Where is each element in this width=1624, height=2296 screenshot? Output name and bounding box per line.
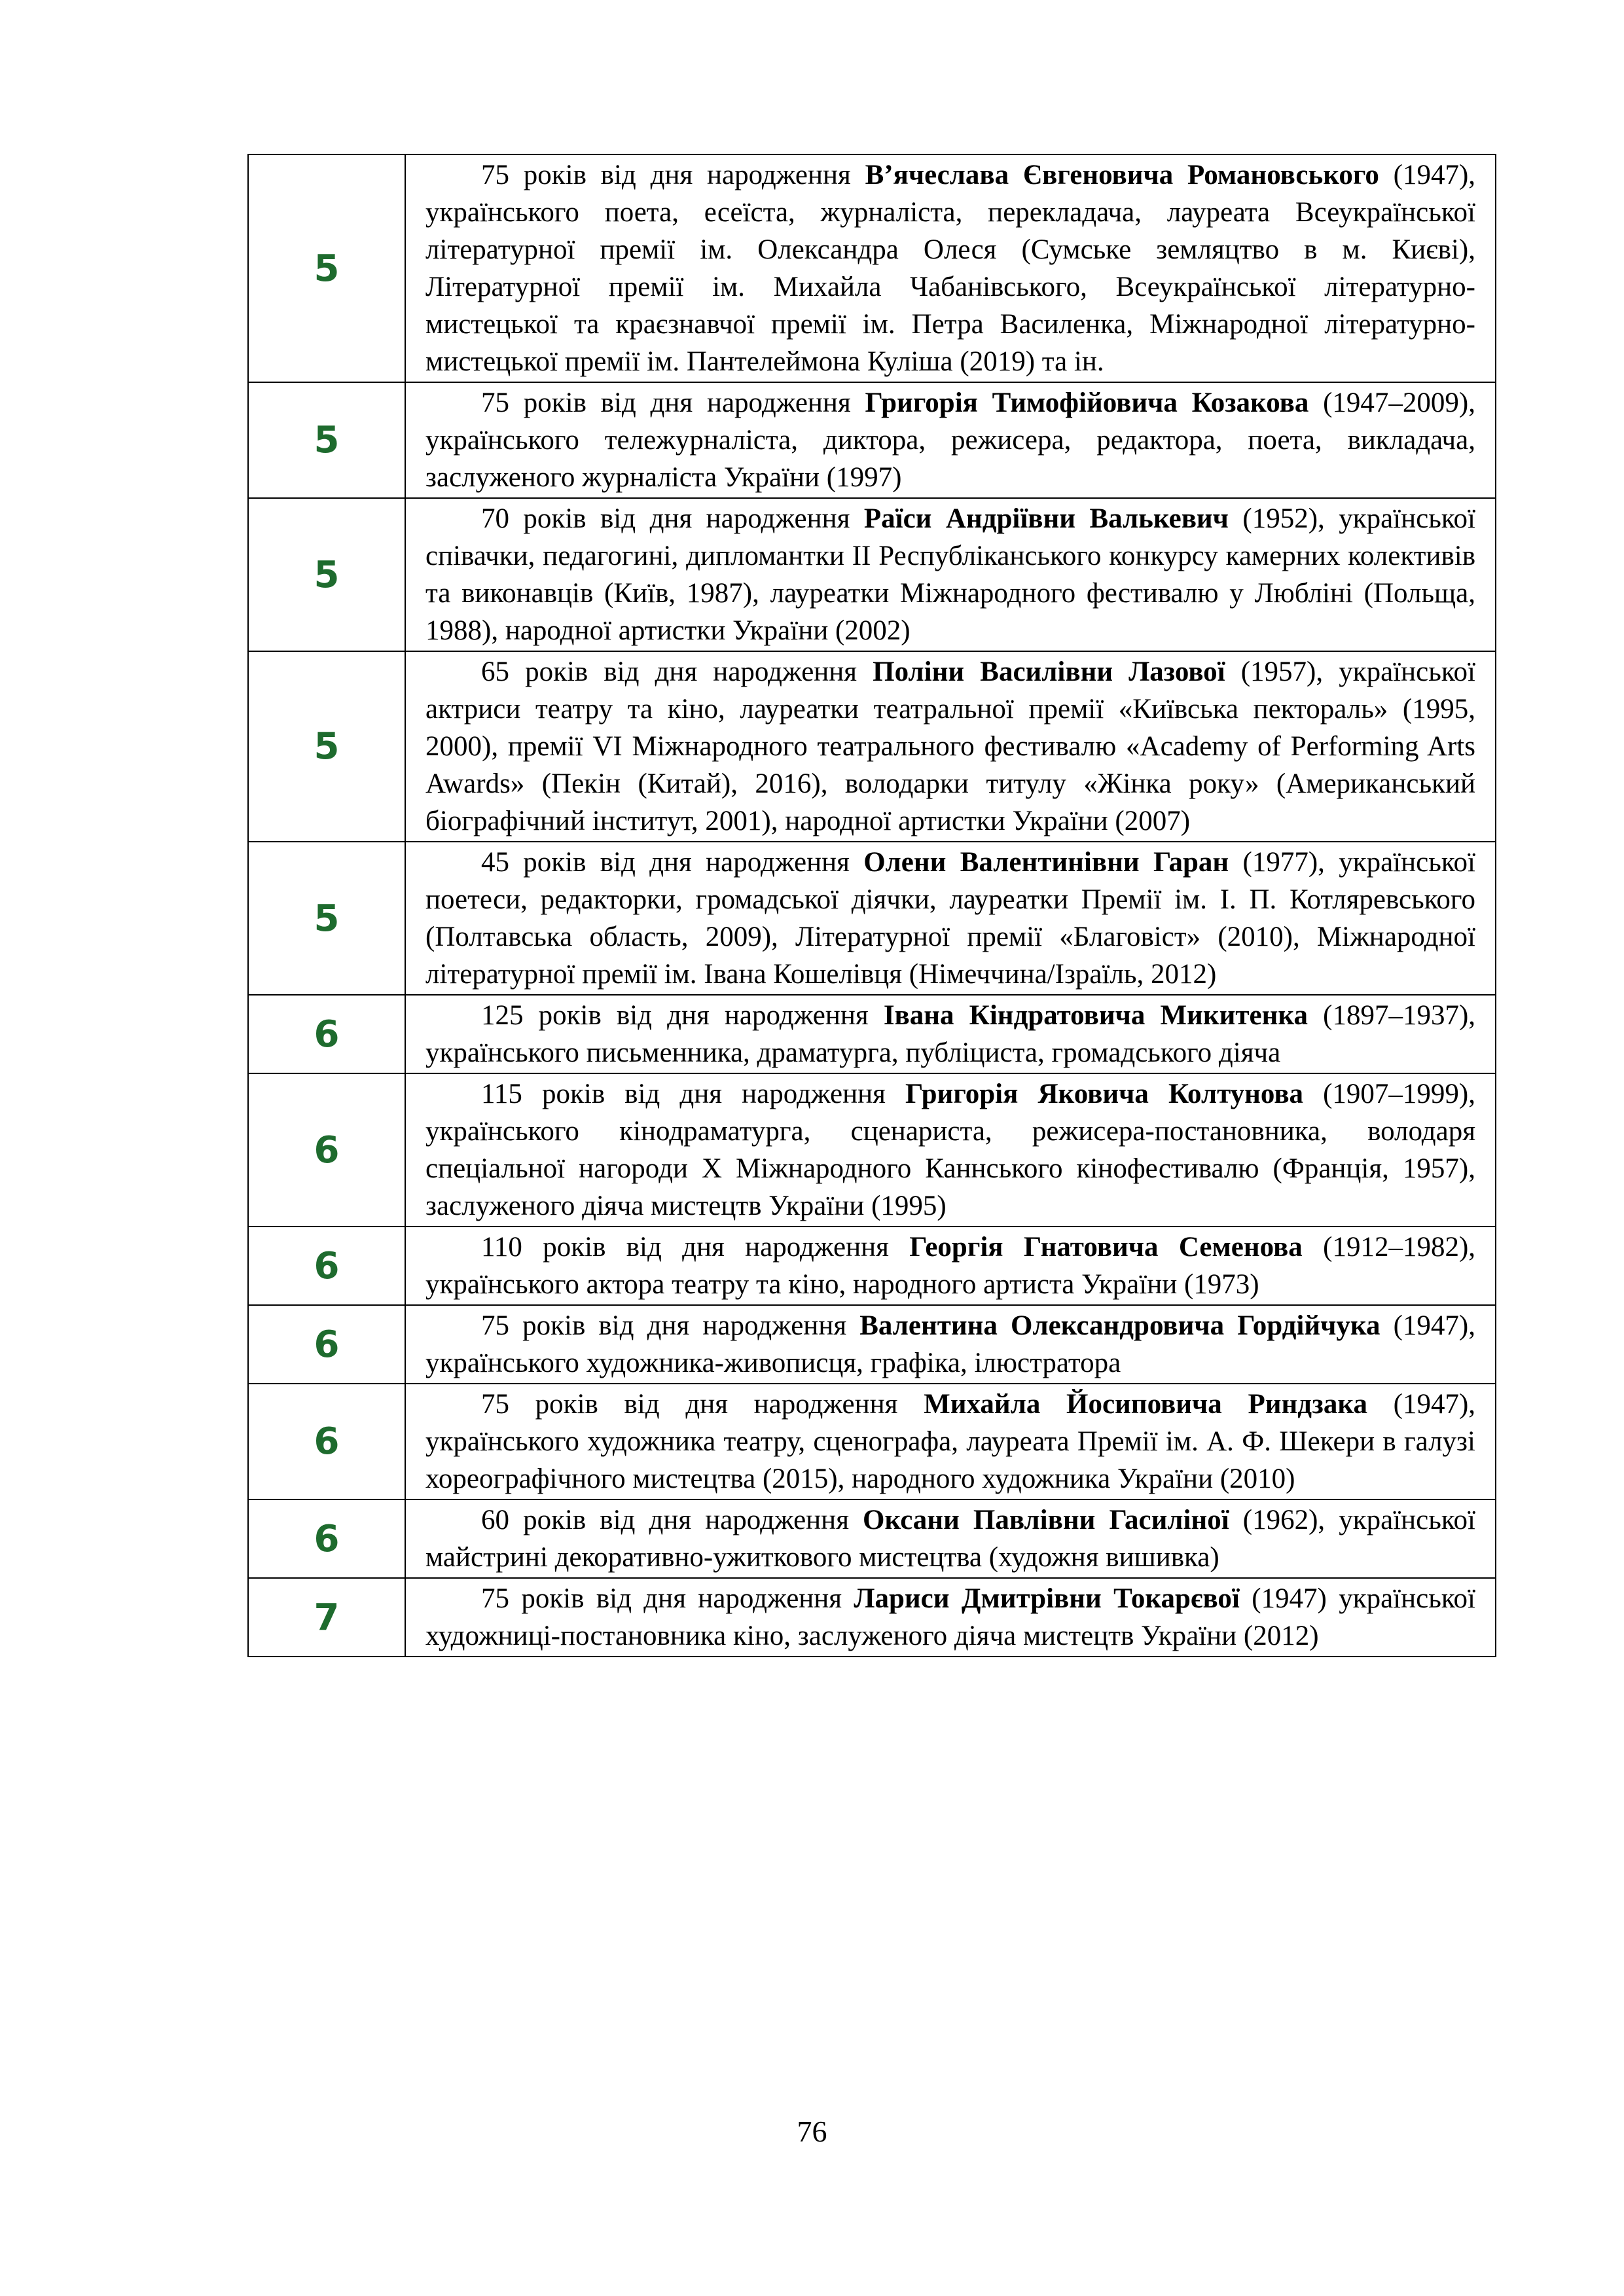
day-cell: 5: [248, 842, 405, 995]
table-row: [248, 651, 1496, 842]
anniversary-intro: 45 років від дня народження: [481, 847, 864, 878]
description-cell: [405, 1305, 1496, 1384]
day-cell: 5: [248, 498, 405, 651]
person-name: Олени Валентинівни Гаран: [863, 847, 1229, 878]
table-row: [248, 1578, 1496, 1657]
table-row: [248, 1384, 1496, 1499]
day-cell: 7: [248, 1578, 405, 1657]
anniversary-intro: 75 років від дня народження: [481, 387, 865, 418]
person-details: (1962), української майстрині декоративно-ужиткового мистецтва (художня вишивка): [425, 1505, 1475, 1573]
day-cell: 6: [248, 1384, 405, 1499]
page-number: 76: [797, 2115, 827, 2148]
person-details: (1907–1999), українського кінодраматурга, сценариста, режисера-постановника, володаря спеціальної нагороди Х Міжнародного Каннського кінофестивалю (Франція, 1957), заслуженого діяча мистецтв України (1995): [425, 1079, 1476, 1221]
person-name: Лариси Дмитрівни Токарєвої: [854, 1583, 1240, 1614]
person-name: Раїси Андріївни Валькевич: [863, 503, 1229, 534]
description-cell: [405, 1073, 1496, 1227]
anniversary-intro: 115 років від дня народження: [481, 1079, 905, 1109]
table-row: [248, 382, 1496, 498]
anniversary-intro: 60 років від дня народження: [481, 1505, 863, 1535]
anniversary-intro: 75 років від дня народження: [481, 1583, 854, 1614]
description-cell: [405, 1227, 1496, 1305]
anniversary-table: [247, 154, 1496, 1657]
description-cell: [405, 498, 1496, 651]
description-cell: [405, 651, 1496, 842]
person-details: (1977), української поетеси, редакторки, громадської діячки, лауреатки Премії ім. І. П. Котляревського (Полтавська область, 2009), Літературної премії «Благовіст» (2010), Міжнародної літературної премії ім. Івана Кошелівця (Німеччина/Ізраїль, 2012): [425, 847, 1475, 990]
table-row: [248, 995, 1496, 1073]
person-name: Поліни Василівни Лазової: [873, 656, 1225, 687]
person-name: Георгія Гнатовича Семенова: [909, 1232, 1303, 1263]
table-row: [248, 498, 1496, 651]
person-details: (1947) української художниці-постановника кіно, заслуженого діяча мистецтв України (2012): [425, 1583, 1475, 1651]
person-details: (1952), української співачки, педагогині, дипломантки ІІ Республіканського конкурсу камерних колективів та виконавців (Київ, 1987), лауреатки Міжнародного фестивалю у Любліні (Польща, 1988), народної артистки України (2002): [425, 503, 1475, 646]
person-name: В’ячеслава Євгеновича Романовського: [865, 160, 1379, 190]
person-name: Григорія Яковича Колтунова: [905, 1079, 1304, 1109]
table-row: [248, 1305, 1496, 1384]
anniversary-table-body: [248, 154, 1496, 1657]
person-details: (1947), українського поета, есеїста, журналіста, перекладача, лауреата Всеукраїнської літературної премії ім. Олександра Олеся (Сумське земляцтво в м. Києві), Літературної премії ім. Михайла Чабанівського, Всеукраїнської літературно-мистецької та краєзнавчої премії ім. Петра Василенка, Міжнародної літературно-мистецької премії ім. Пантелеймона Куліша (2019) та ін.: [425, 160, 1476, 377]
day-cell: 6: [248, 1227, 405, 1305]
person-details: (1947–2009), українського тележурналіста, диктора, режисера, редактора, поета, викладача, заслуженого журналіста України (1997): [425, 387, 1476, 493]
person-details: (1912–1982), українського актора театру та кіно, народного артиста України (1973): [425, 1232, 1476, 1300]
day-cell: 5: [248, 154, 405, 382]
anniversary-intro: 75 років від дня народження: [481, 160, 865, 190]
anniversary-intro: 75 років від дня народження: [481, 1310, 860, 1341]
table-row: [248, 1227, 1496, 1305]
table-row: [248, 1499, 1496, 1578]
description-cell: [405, 1578, 1496, 1657]
description-cell: [405, 1499, 1496, 1578]
day-cell: 5: [248, 651, 405, 842]
anniversary-intro: 70 років від дня народження: [481, 503, 864, 534]
day-cell: 5: [248, 382, 405, 498]
person-name: Оксани Павлівни Гасиліної: [863, 1505, 1229, 1535]
description-cell: [405, 154, 1496, 382]
day-cell: 6: [248, 1073, 405, 1227]
table-row: [248, 842, 1496, 995]
person-name: Валентина Олександровича Гордійчука: [859, 1310, 1380, 1341]
anniversary-intro: 125 років від дня народження: [481, 1000, 884, 1031]
day-cell: 6: [248, 1305, 405, 1384]
table-row: [248, 154, 1496, 382]
person-name: Михайла Йосиповича Риндзака: [924, 1389, 1367, 1420]
person-details: (1897–1937), українського письменника, драматурга, публіциста, громадського діяча: [425, 1000, 1476, 1068]
person-details: (1947), українського художника театру, сценографа, лауреата Премії ім. А. Ф. Шекери в галузі хореографічного мистецтва (2015), народного художника України (2010): [425, 1389, 1476, 1494]
table-row: [248, 1073, 1496, 1227]
day-cell: 6: [248, 995, 405, 1073]
description-cell: [405, 1384, 1496, 1499]
person-details: (1947), українського художника-живописця, графіка, ілюстратора: [425, 1310, 1476, 1378]
description-cell: [405, 842, 1496, 995]
description-cell: [405, 382, 1496, 498]
anniversary-intro: 110 років від дня народження: [481, 1232, 910, 1263]
anniversary-intro: 65 років від дня народження: [481, 656, 873, 687]
description-cell: [405, 995, 1496, 1073]
person-name: Івана Кіндратовича Микитенка: [883, 1000, 1308, 1031]
person-details: (1957), української актриси театру та кіно, лауреатки театральної премії «Київська пектораль» (1995, 2000), премії VI Міжнародного театрального фестивалю «Academy of Performing Arts Awards» (Пекін (Китай), 2016), володарки титулу «Жінка року» (Американський біографічний інститут, 2001), народної артистки України (2007): [425, 656, 1475, 836]
anniversary-intro: 75 років від дня народження: [481, 1389, 924, 1420]
person-name: Григорія Тимофійовича Козакова: [865, 387, 1309, 418]
day-cell: 6: [248, 1499, 405, 1578]
